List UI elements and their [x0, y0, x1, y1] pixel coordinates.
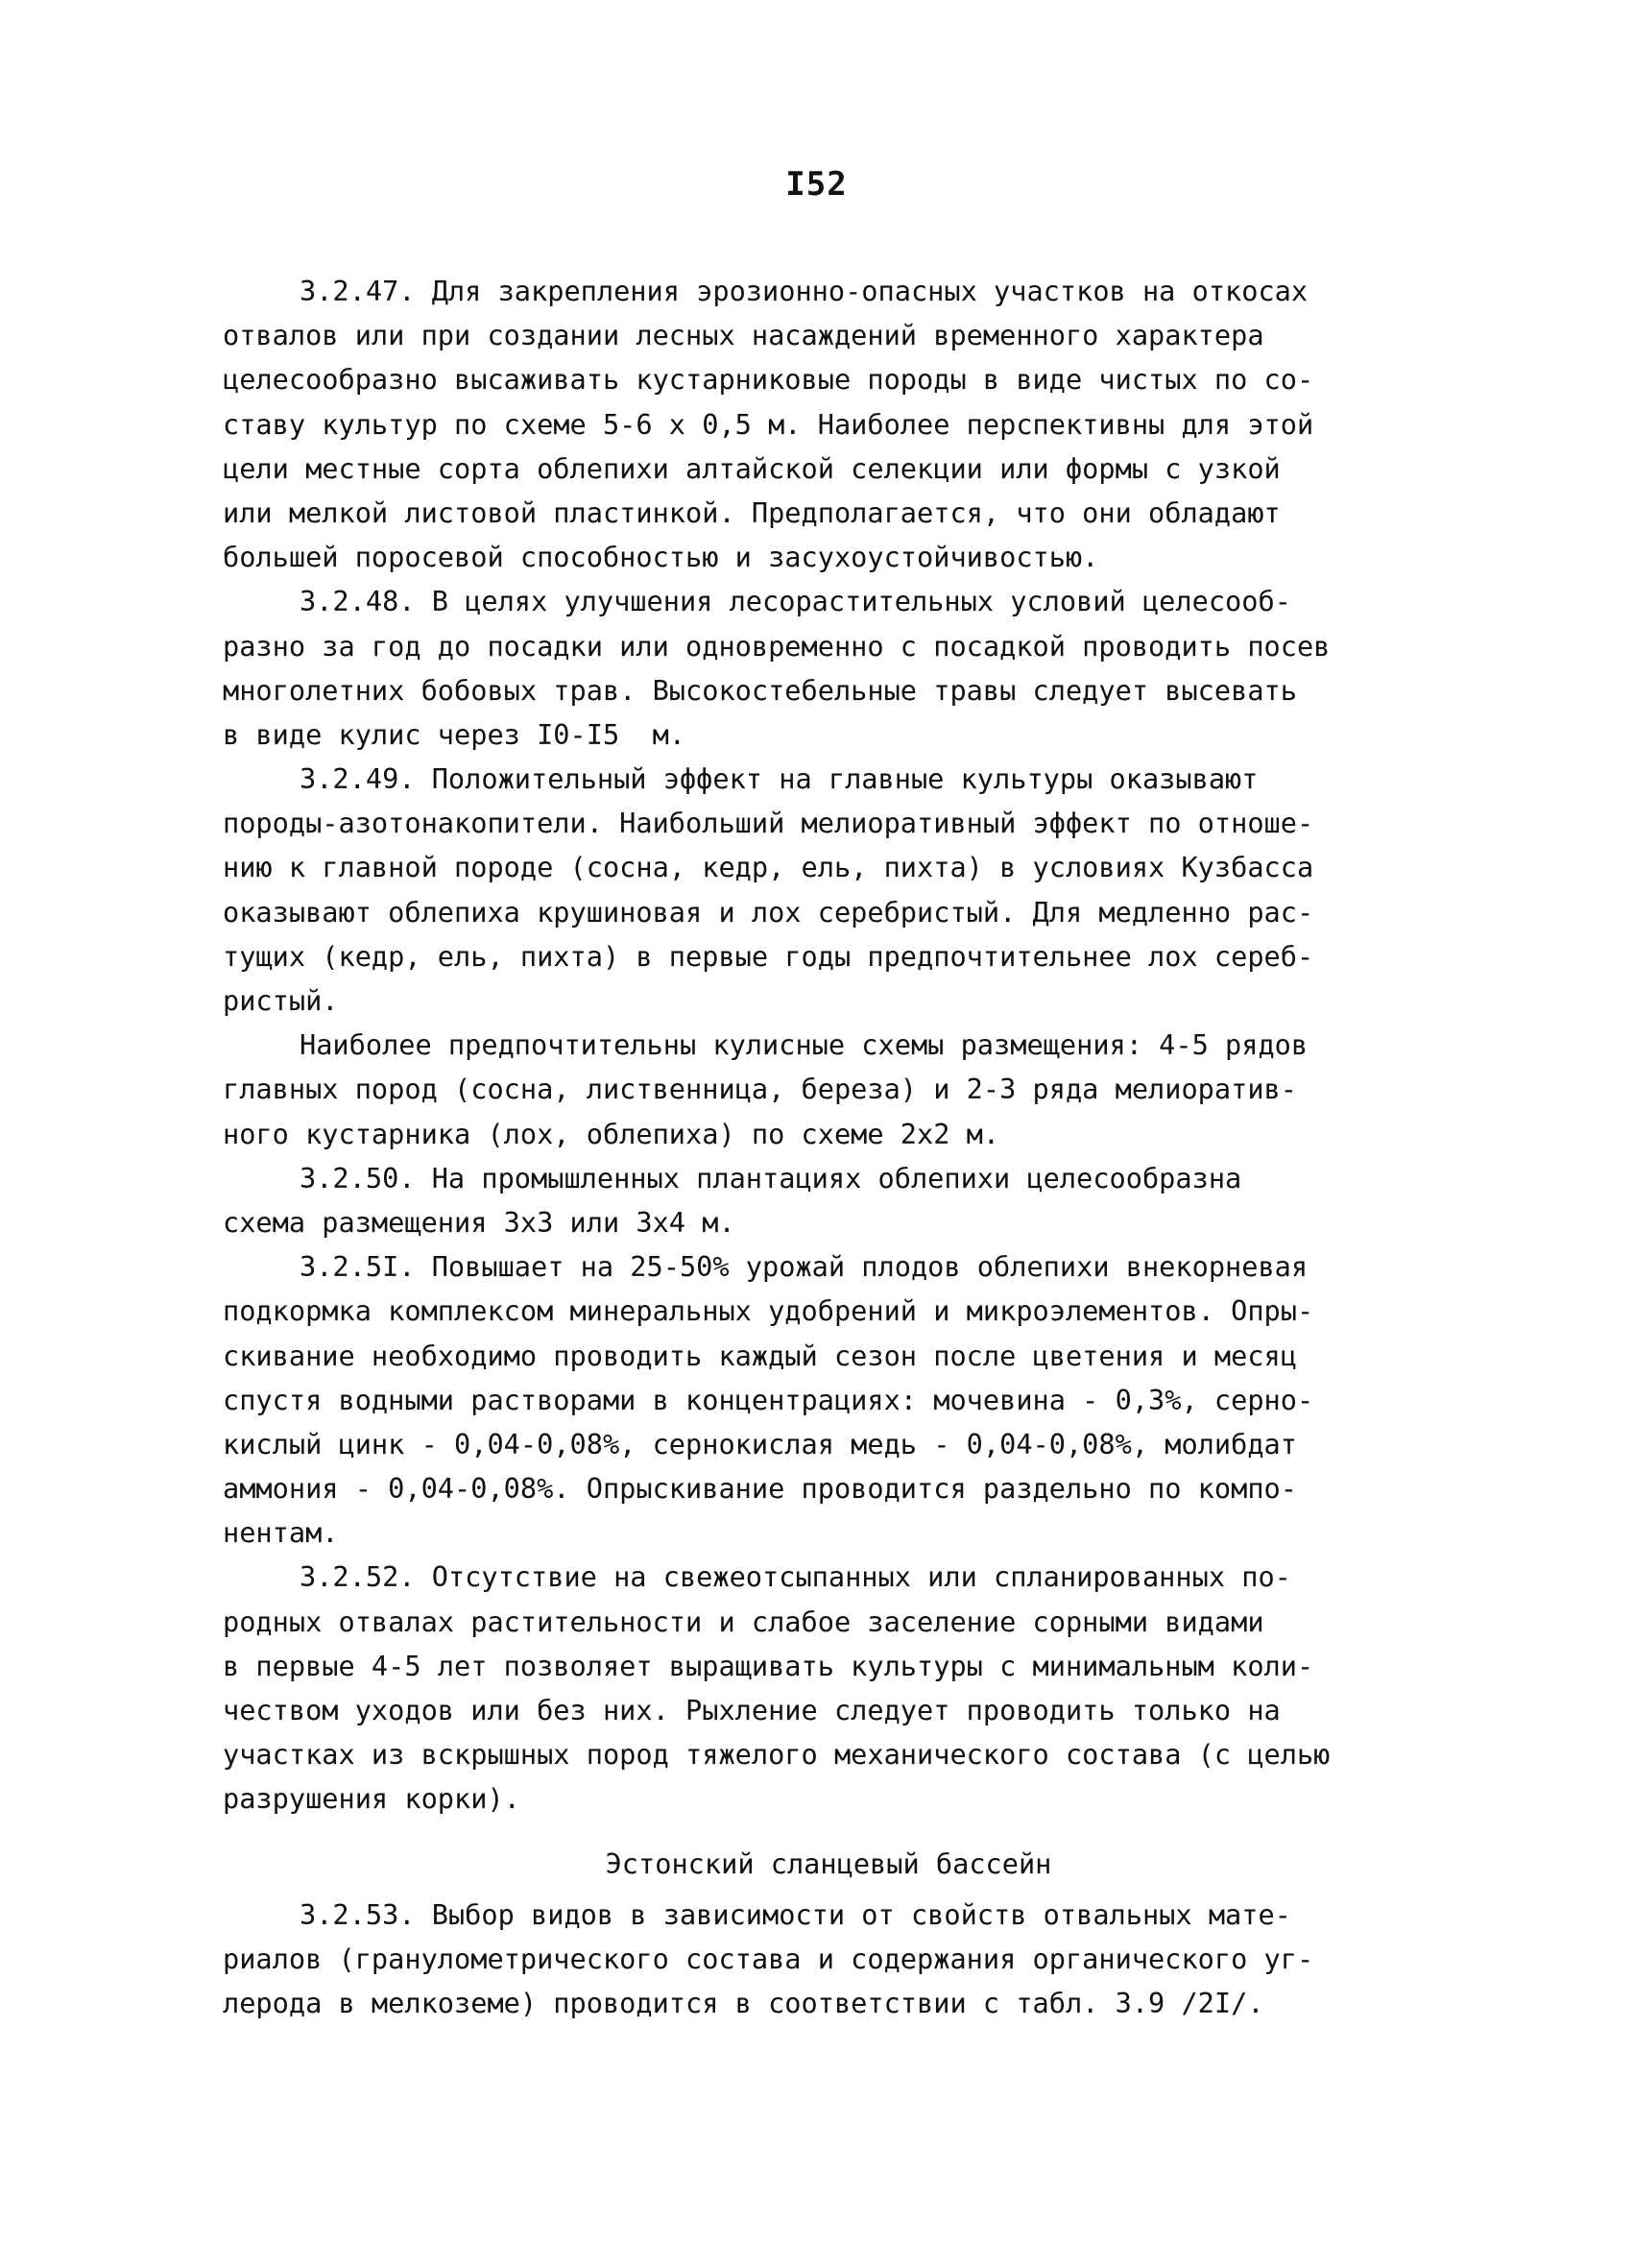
text-line: многолетних бобовых трав. Высокостебельные травы следует высевать — [223, 673, 1297, 707]
text-line: чеством уходов или без них. Рыхление следует проводить только на — [223, 1694, 1281, 1726]
text-line: нию к главной породе (сосна, кедр, ель, пихта) в условиях Кузбасса — [223, 851, 1314, 884]
text-line: 3.2.5I. Повышает на 25-50% урожай плодов облепихи внекорневая — [300, 1250, 1309, 1284]
text-line: участках из вскрышных пород тяжелого механического состава (с целью — [223, 1738, 1331, 1772]
text-line: спустя водными растворами в концентрациях: мочевина - 0,3%, серно- — [223, 1383, 1314, 1416]
text-line: разно за год до посадки или одновременно с посадкой проводить посев — [223, 629, 1331, 663]
text-line: лерода в мелкоземе) проводится в соответствии с табл. 3.9 /2I/. — [223, 1986, 1264, 2019]
text-line: схема размещения 3х3 или 3х4 м. — [223, 1205, 735, 1239]
text-line: ного кустарника (лох, облепиха) по схеме 2х2 м. — [223, 1117, 1000, 1150]
text-line: скивание необходимо проводить каждый сезон после цветения и месяц — [223, 1339, 1297, 1372]
text-line: родных отвалах растительности и слабое заселение сорными видами — [223, 1604, 1264, 1638]
text-line: ставу культур по схеме 5-6 х 0,5 м. Наиболее перспективны для этой — [223, 407, 1314, 441]
body-text — [223, 269, 1434, 2025]
paragraph-3-2-53 — [223, 1893, 1434, 2026]
text-line: подкормка комплексом минеральных удобрений и микроэлементов. Опры- — [223, 1294, 1314, 1328]
text-line: 3.2.48. В целях улучшения лесорастительных условий целесооб- — [300, 585, 1291, 618]
text-line: 3.2.49. Положительный эффект на главные культуры оказывают — [300, 762, 1259, 796]
text-line: разрушения корки). — [223, 1782, 520, 1816]
text-line: целесообразно высаживать кустарниковые породы в виде чистых по со- — [223, 363, 1314, 397]
paragraph-3-2-48 — [223, 579, 1434, 757]
section-heading: Эстонский сланцевый бассейн — [605, 1846, 1052, 1880]
page-number: I52 — [785, 165, 848, 204]
text-line: ристый. — [223, 984, 339, 1017]
paragraph-3-2-51 — [223, 1244, 1434, 1555]
text-line: аммония - 0,04-0,08%. Опрыскивание проводится раздельно по компо- — [223, 1472, 1297, 1506]
text-line: породы-азотонакопители. Наибольший мелиоративный эффект по отноше- — [223, 807, 1314, 840]
text-line: 3.2.52. Отсутствие на свежеотсыпанных или спланированных по- — [300, 1560, 1291, 1594]
text-line: в виде кулис через I0-I5 м. — [223, 717, 686, 751]
text-line: 3.2.53. Выбор видов в зависимости от свойств отвальных мате- — [300, 1897, 1291, 1931]
text-line: оказывают облепиха крушиновая и лох серебристый. Для медленно рас- — [223, 895, 1314, 929]
text-line: риалов (гранулометрического состава и содержания органического уг- — [223, 1942, 1314, 1975]
paragraph-3-2-47 — [223, 269, 1434, 579]
paragraph-planting-schemes — [223, 1023, 1434, 1156]
text-line: Наиболее предпочтительны кулисные схемы размещения: 4-5 рядов — [300, 1028, 1309, 1062]
text-line: 3.2.47. Для закрепления эрозионно-опасных участков на откосах — [300, 275, 1309, 307]
text-line: нентам. — [223, 1516, 339, 1550]
text-line: главных пород (сосна, лиственница, береза) и 2-3 ряда мелиоратив- — [223, 1073, 1297, 1106]
text-line: цели местные сорта облепихи алтайской селекции или формы с узкой — [223, 451, 1281, 485]
text-line: кислый цинк - 0,04-0,08%, сернокислая медь - 0,04-0,08%, молибдат — [223, 1427, 1297, 1460]
text-line: или мелкой листовой пластинкой. Предполагается, что они обладают — [223, 495, 1281, 529]
paragraph-3-2-50 — [223, 1156, 1434, 1244]
text-line: в первые 4-5 лет позволяет выращивать культуры с минимальным коли- — [223, 1649, 1314, 1682]
text-line: 3.2.50. На промышленных плантациях облепихи целесообразна — [300, 1161, 1242, 1194]
paragraph-3-2-49 — [223, 757, 1434, 1023]
paragraph-3-2-52 — [223, 1555, 1434, 1821]
text-line: отвалов или при создании лесных насаждений временного характера — [223, 319, 1264, 352]
text-line: большей поросевой способностью и засухоустойчивостью. — [223, 541, 1099, 574]
text-line: тущих (кедр, ель, пихта) в первые годы предпочтительнее лох сереб- — [223, 939, 1314, 973]
